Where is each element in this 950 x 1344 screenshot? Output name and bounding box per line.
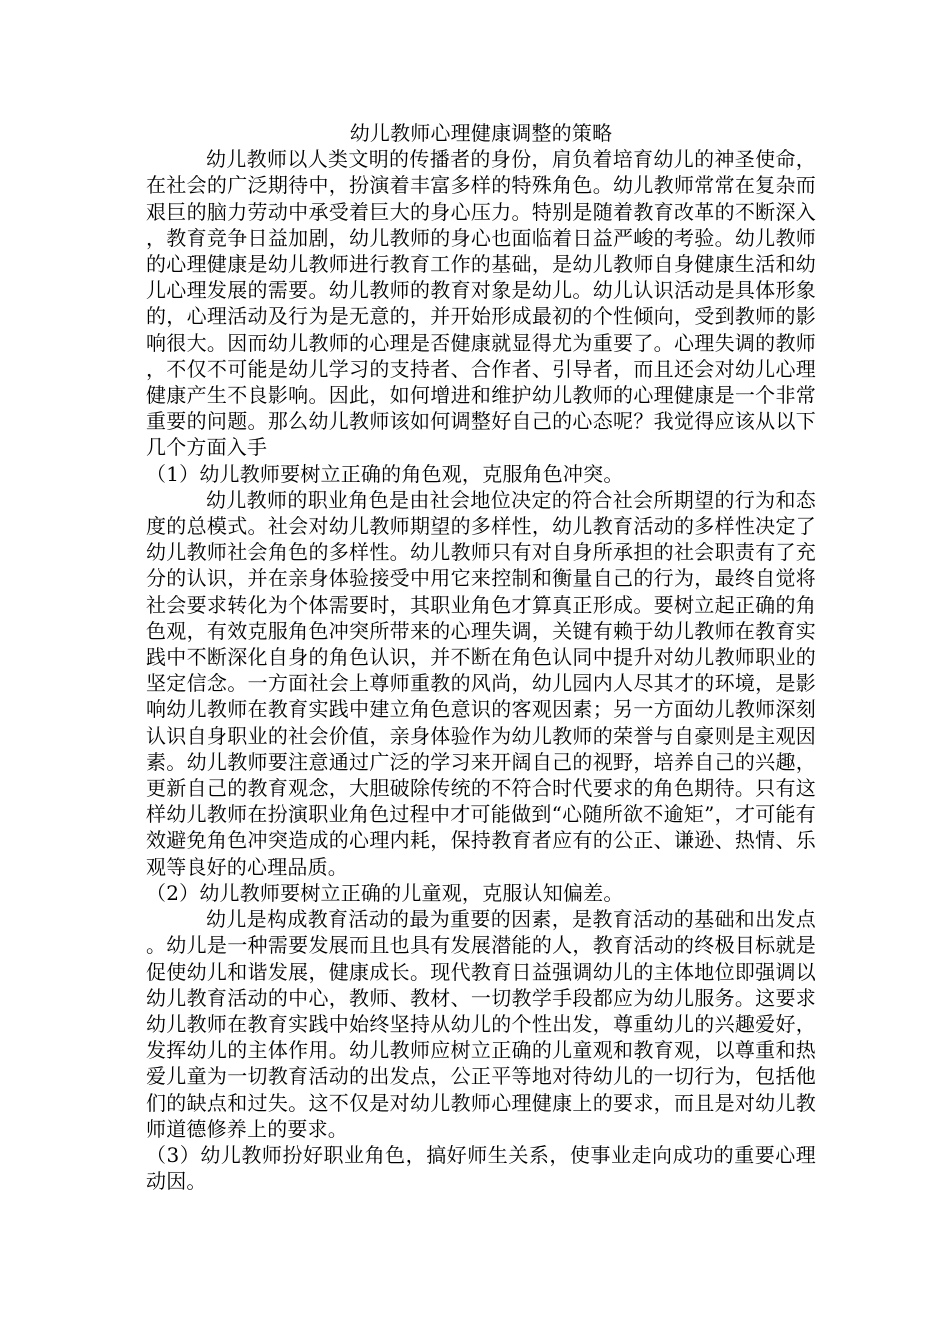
section-paragraph-1: 幼儿教师的职业角色是由社会地位决定的符合社会所期望的行为和态度的总模式。社会对幼儿教师期望的多样性，幼儿教育活动的多样性决定了幼儿教师社会角色的多样性。幼儿教师只有对自身所承担的社会职责有了充分的认识，并在亲身体验接受中用它来控制和衡量自己的行为，最终自觉将社会要求转化为个体需要时，其职业角色才算真正形成。要树立起正确的角色观，有效克服角色冲突所带来的心理失调，关键有赖于幼儿教师在教育实践中不断深化自身的角色认识，并不断在角色认同中提升对幼儿教师职业的坚定信念。一方面社会上尊师重教的风尚，幼儿园内人尽其才的环境，是影响幼儿教师在教育实践中建立角色意识的客观因素；另一方面幼儿教师深刻认识自身职业的社会价值，亲身体验作为幼儿教师的荣誉与自豪则是主观因素。幼儿教师要注意通过广泛的学习来开阔自己的视野，培养自己的兴趣，更新自己的教育观念，大胆破除传统的不符合时代要求的角色期待。只有这样幼儿教师在扮演职业角色过程中才可能做到“心随所欲不逾矩”，才可能有效避免角色冲突造成的心理内耗，保持教育者应有的公正、谦逊、热情、乐观等良好的心理品质。 (146, 487, 816, 879)
intro-paragraph: 幼儿教师以人类文明的传播者的身份，肩负着培育幼儿的神圣使命，在社会的广泛期待中，扮演着丰富多样的特殊角色。幼儿教师常常在复杂而艰巨的脑力劳动中承受着巨大的身心压力。特别是随着教育改革的不断深入，教育竞争日益加剧，幼儿教师的身心也面临着日益严峻的考验。幼儿教师的心理健康是幼儿教师进行教育工作的基础，是幼儿教师自身健康生活和幼儿心理发展的需要。幼儿教师的教育对象是幼儿。幼儿认识活动是具体形象的，心理活动及行为是无意的，并开始形成最初的个性倾向，受到教师的影响很大。因而幼儿教师的心理是否健康就显得尤为重要了。心理失调的教师，不仅不可能是幼儿学习的支持者、合作者、引导者，而且还会对幼儿心理健康产生不良影响。因此，如何增进和维护幼儿教师的心理健康是一个非常重要的问题。那么幼儿教师该如何调整好自己的心态呢？我觉得应该从以下几个方面入手 (146, 147, 816, 460)
section-heading-3: （3）幼儿教师扮好职业角色，搞好师生关系，使事业走向成功的重要心理 动因。 (146, 1142, 816, 1194)
document-body (146, 120, 816, 1194)
section-heading-2: （2）幼儿教师要树立正确的儿童观，克服认知偏差。 (146, 880, 624, 905)
document-title: 幼儿教师心理健康调整的策略 (349, 121, 613, 145)
section-heading-1: （1）幼儿教师要树立正确的角色观，克服角色冲突。 (146, 461, 624, 486)
section-paragraph-2: 幼儿是构成教育活动的最为重要的因素，是教育活动的基础和出发点。幼儿是一种需要发展而且也具有发展潜能的人，教育活动的终极目标就是促使幼儿和谐发展，健康成长。现代教育日益强调幼儿的主体地位即强调以幼儿教育活动的中心，教师、教材、一切教学手段都应为幼儿服务。这要求幼儿教师在教育实践中始终坚持从幼儿的个性出发，尊重幼儿的兴趣爱好，发挥幼儿的主体作用。幼儿教师应树立正确的儿童观和教育观，以尊重和热爱儿童为一切教育活动的出发点，公正平等地对待幼儿的一切行为，包括他们的缺点和过失。这不仅是对幼儿教师心理健康上的要求，而且是对幼儿教师道德修养上的要求。 (146, 907, 816, 1141)
